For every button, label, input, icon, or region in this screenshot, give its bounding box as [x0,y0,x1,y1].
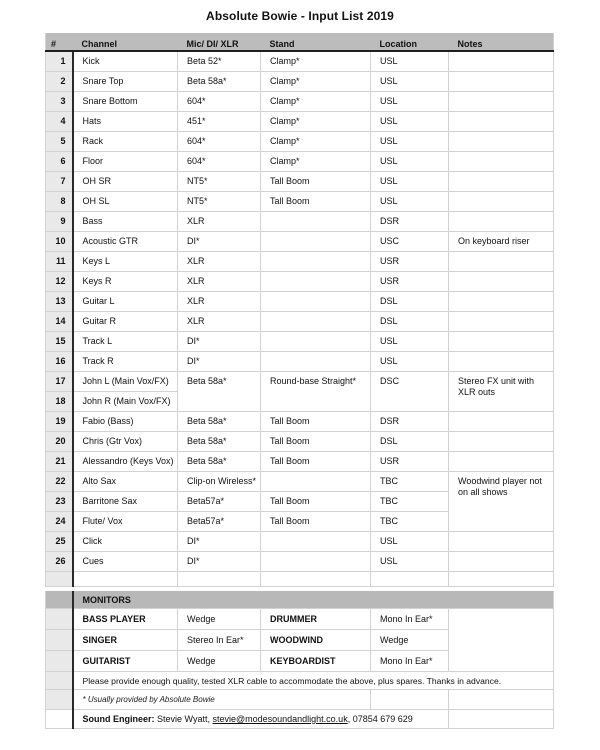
monitor-position-label: SINGER [73,630,178,651]
table-row [46,471,554,491]
monitor-row [46,609,554,630]
cell-location: USL [371,71,449,91]
cell-mic: Beta57a* [178,491,261,511]
monitor-mix-value: Wedge [178,609,261,630]
row-number [46,630,73,651]
cell-channel: Snare Top [73,71,178,91]
engineer-row [46,710,554,729]
cell-stand: Clamp* [261,131,371,151]
cell-notes [449,251,554,271]
cell-stand: Tall Boom [261,411,371,431]
cell-location: USR [371,251,449,271]
cell-mic: Beta 58a* [178,411,261,431]
cell-stand [261,331,371,351]
cell-location: TBC [371,471,449,491]
cell-mic: Beta 58a* [178,371,261,411]
row-number: 22 [46,471,73,491]
table-row [46,251,554,271]
table-row [46,171,554,191]
cell-notes [449,171,554,191]
empty-cell [261,571,371,586]
cell-mic: XLR [178,271,261,291]
empty-cell [178,571,261,586]
provided-note-row [46,690,554,710]
cell-stand: Clamp* [261,111,371,131]
row-number: 21 [46,451,73,471]
cell-mic: DI* [178,351,261,371]
table-row [46,71,554,91]
cell-channel: Fabio (Bass) [73,411,178,431]
cell-channel: Keys R [73,271,178,291]
cell-location: USC [371,231,449,251]
cell-channel: John R (Main Vox/FX) [73,391,178,411]
cell-notes: On keyboard riser [449,231,554,251]
cell-notes [449,71,554,91]
cell-stand [261,271,371,291]
row-number: 14 [46,311,73,331]
table-row [46,431,554,451]
cell-channel: Track L [73,331,178,351]
engineer-email-link[interactable]: stevie@modesoundandlight.co.uk [212,714,348,724]
cell-stand [261,251,371,271]
cell-notes [449,551,554,571]
row-number: 6 [46,151,73,171]
row-number: 7 [46,171,73,191]
row-number: 5 [46,131,73,151]
monitors-table-body [46,609,554,672]
monitor-mix-value: Wedge [371,630,449,651]
cell-mic: Beta 58a* [178,451,261,471]
row-number [46,609,73,630]
cell-mic: 451* [178,111,261,131]
column-header: # [46,33,73,51]
row-number: 1 [46,51,73,71]
table-row [46,351,554,371]
cell-stand [261,471,371,491]
page-title: Absolute Bowie - Input List 2019 [206,9,394,23]
row-number: 23 [46,491,73,511]
cell-mic: 604* [178,151,261,171]
column-header: Mic/ DI/ XLR [178,33,261,51]
cell-location: USL [371,111,449,131]
empty-cell [73,571,178,586]
cell-location: DSL [371,291,449,311]
table-row [46,151,554,171]
row-number: 19 [46,411,73,431]
table-row [46,371,554,391]
cell-mic: XLR [178,311,261,331]
table-row [46,131,554,151]
row-number: 24 [46,511,73,531]
monitors-section-title: MONITORS [73,591,554,609]
cell-location: TBC [371,511,449,531]
row-number: 17 [46,371,73,391]
engineer-info [73,710,449,729]
cable-note-row [46,672,554,690]
row-number: 10 [46,231,73,251]
cell-notes [449,131,554,151]
cell-channel: Guitar R [73,311,178,331]
empty-cell [449,710,554,729]
input-list-table [45,33,554,587]
table-row [46,271,554,291]
cell-notes [449,531,554,551]
monitor-position-label: GUITARIST [73,651,178,672]
cell-stand: Clamp* [261,151,371,171]
cell-channel: Click [73,531,178,551]
cell-location: USL [371,91,449,111]
cell-channel: Bass [73,211,178,231]
cell-mic: Beta 52* [178,51,261,71]
table-row [46,531,554,551]
cell-stand: Clamp* [261,71,371,91]
cell-mic: Beta 58a* [178,431,261,451]
cell-notes [449,311,554,331]
cell-channel: Alto Sax [73,471,178,491]
cell-mic: Clip-on Wireless* [178,471,261,491]
engineer-phone: , 07854 679 629 [347,714,413,724]
cell-stand [261,351,371,371]
cell-location: USL [371,51,449,71]
cell-location: DSL [371,431,449,451]
cell-channel: John L (Main Vox/FX) [73,371,178,391]
empty-cell [371,690,449,710]
monitor-position-label: WOODWIND [261,630,371,651]
cell-notes [449,151,554,171]
cell-channel: Flute/ Vox [73,511,178,531]
empty-cell [371,571,449,586]
cell-channel: Cues [73,551,178,571]
row-number [46,651,73,672]
cell-mic: DI* [178,551,261,571]
monitor-mix-value: Wedge [178,651,261,672]
cell-notes [449,111,554,131]
row-number: 8 [46,191,73,211]
table-row [46,191,554,211]
cell-location: TBC [371,491,449,511]
cell-stand [261,231,371,251]
cell-mic: 604* [178,131,261,151]
table-row [46,111,554,131]
cell-channel: Barritone Sax [73,491,178,511]
engineer-num-cell [46,710,73,729]
monitor-notes-cell [449,609,554,672]
cell-notes [449,331,554,351]
cell-stand [261,531,371,551]
cell-stand: Round-base Straight* [261,371,371,411]
cell-mic: XLR [178,251,261,271]
cell-location: USL [371,151,449,171]
cell-notes [449,291,554,311]
cell-channel: OH SR [73,171,178,191]
input-table-body [46,51,554,571]
cell-notes [449,351,554,371]
row-number: 2 [46,71,73,91]
cell-mic: NT5* [178,191,261,211]
table-row [46,451,554,471]
cell-mic: DI* [178,531,261,551]
table-row [46,311,554,331]
cell-notes: Woodwind player not on all shows [449,471,554,531]
monitor-mix-value: Mono In Ear* [371,651,449,672]
cell-channel: Snare Bottom [73,91,178,111]
cell-channel: Hats [73,111,178,131]
cell-mic: XLR [178,291,261,311]
row-number: 11 [46,251,73,271]
monitor-position-label: KEYBOARDIST [261,651,371,672]
row-number: 16 [46,351,73,371]
cell-location: USL [371,531,449,551]
monitor-position-label: BASS PLAYER [73,609,178,630]
cell-channel: Kick [73,51,178,71]
cell-notes [449,51,554,71]
cell-notes: Stereo FX unit with XLR outs [449,371,554,411]
empty-cell [449,571,554,586]
cell-stand [261,551,371,571]
cell-channel: Rack [73,131,178,151]
table-row [46,551,554,571]
spacer-row [46,571,554,586]
monitor-mix-value: Stereo In Ear* [178,630,261,651]
cell-stand: Tall Boom [261,491,371,511]
cable-note-text: Please provide enough quality, tested XLR cable to accommodate the above, plus spares. Thanks in advance. [73,672,554,690]
provided-note-num-cell [46,690,73,710]
cell-location: USR [371,451,449,471]
cell-mic: Beta57a* [178,511,261,531]
table-header-row [46,33,554,51]
empty-cell [449,690,554,710]
cell-stand [261,291,371,311]
row-number: 3 [46,91,73,111]
column-header: Location [371,33,449,51]
row-number: 12 [46,271,73,291]
cell-location: DSR [371,411,449,431]
cell-mic: 604* [178,91,261,111]
cell-stand: Tall Boom [261,431,371,451]
row-number: 20 [46,431,73,451]
cell-location: USL [371,131,449,151]
row-number: 4 [46,111,73,131]
cell-notes [449,271,554,291]
column-header: Channel [73,33,178,51]
monitor-position-label: DRUMMER [261,609,371,630]
cell-location: DSR [371,211,449,231]
cell-stand: Clamp* [261,91,371,111]
table-row [46,231,554,251]
cell-mic: XLR [178,211,261,231]
cell-channel: Track R [73,351,178,371]
monitors-header-row [46,591,554,609]
cell-channel: Floor [73,151,178,171]
cell-stand: Clamp* [261,51,371,71]
cell-channel: Chris (Gtr Vox) [73,431,178,451]
row-number: 26 [46,551,73,571]
cell-channel: OH SL [73,191,178,211]
column-header: Notes [449,33,554,51]
cell-channel: Alessandro (Keys Vox) [73,451,178,471]
row-number: 13 [46,291,73,311]
cell-stand [261,211,371,231]
table-row [46,291,554,311]
cell-channel: Guitar L [73,291,178,311]
column-header: Stand [261,33,371,51]
cell-mic: NT5* [178,171,261,191]
engineer-label: Sound Engineer: [82,714,155,724]
cell-mic: Beta 58a* [178,71,261,91]
cell-notes [449,451,554,471]
cell-stand: Tall Boom [261,511,371,531]
cell-notes [449,211,554,231]
table-row [46,331,554,351]
table-row [46,51,554,71]
cell-stand: Tall Boom [261,451,371,471]
row-number: 9 [46,211,73,231]
cell-location: USL [371,331,449,351]
cell-location: DSL [371,311,449,331]
cell-notes [449,411,554,431]
cell-location: USL [371,171,449,191]
cell-channel: Acoustic GTR [73,231,178,251]
cell-location: USR [371,271,449,291]
empty-num-cell [46,571,73,586]
cell-location: USL [371,191,449,211]
cell-location: USL [371,351,449,371]
cell-channel: Keys L [73,251,178,271]
cable-note-num-cell [46,672,73,690]
monitors-header-num-cell [46,591,73,609]
provided-note-text: * Usually provided by Absolute Bowie [73,690,371,710]
cell-notes [449,191,554,211]
cell-notes [449,91,554,111]
table-row [46,411,554,431]
cell-stand [261,311,371,331]
table-row [46,91,554,111]
row-number: 25 [46,531,73,551]
row-number: 15 [46,331,73,351]
cell-mic: DI* [178,331,261,351]
cell-stand: Tall Boom [261,191,371,211]
cell-location: USL [371,551,449,571]
row-number: 18 [46,391,73,411]
monitor-mix-value: Mono In Ear* [371,609,449,630]
engineer-name: Stevie Wyatt, [157,714,210,724]
monitors-table [45,591,554,730]
cell-notes [449,431,554,451]
table-row [46,211,554,231]
cell-mic: DI* [178,231,261,251]
cell-location: DSC [371,371,449,411]
cell-stand: Tall Boom [261,171,371,191]
